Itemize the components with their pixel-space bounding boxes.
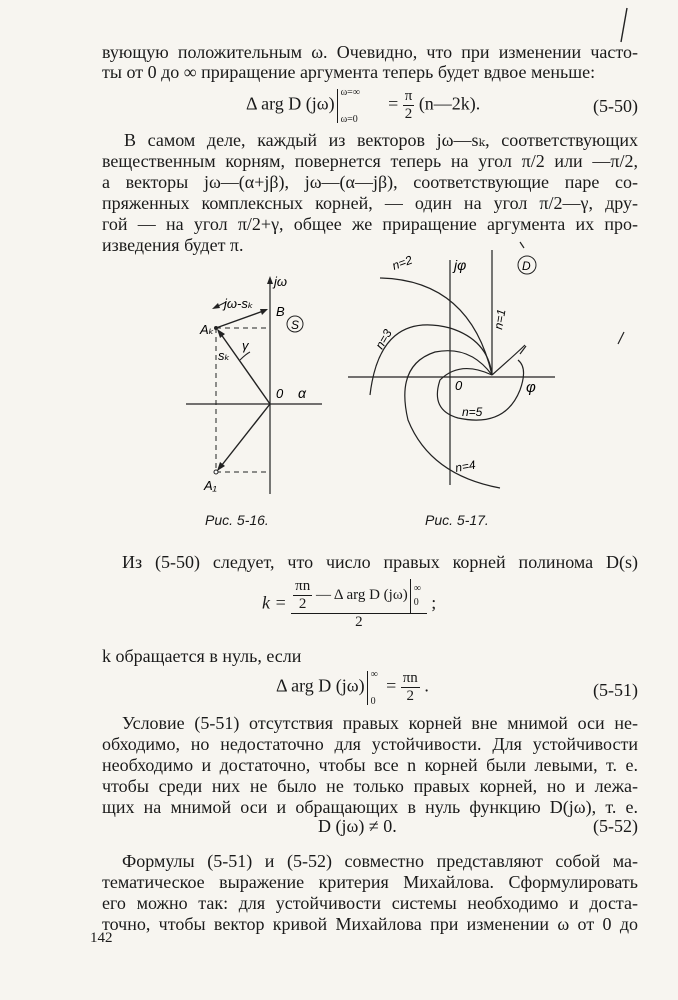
fig16-label-o: 0 (276, 386, 284, 401)
eqk-den: 2 (355, 614, 363, 630)
figure-5-16-caption: Рис. 5-16. (205, 512, 269, 528)
equation-5-50 (246, 88, 480, 123)
fig16-gamma-arc (240, 352, 250, 360)
text-line-10: k обращается в нуль, если (102, 646, 302, 666)
fig17-label-n2: n=2 (390, 252, 415, 273)
fig16-label-a1: A₁ (204, 478, 217, 493)
text-line-18: его можно так: для устойчивости системы необходимо и доста- (102, 893, 638, 913)
eq50-upper-limit: ω=∞ (340, 86, 360, 98)
eq52-number: (5-52) (593, 816, 638, 836)
fig16-label-b: B (276, 304, 285, 319)
eq51-num: πn (402, 670, 418, 686)
eq50-tail: (n—2k). (418, 93, 481, 114)
text-line-8: изведения будет π. (102, 235, 244, 255)
eqk-num-mid: — Δ arg D (jω) (315, 586, 408, 603)
text-line-11: Условие (5-51) отсутствия правых корней вне мнимой оси не- (122, 713, 638, 733)
eq51-lower: 0 (370, 695, 376, 707)
fig17-label-jphi: jφ (454, 257, 467, 273)
text-line-16: Формулы (5-51) и (5-52) совместно представляют собой ма- (122, 851, 638, 871)
fig16-label-gamma: γ (242, 338, 249, 353)
text-line-1: вующую положительным ω. Очевидно, что при изменении часто- (102, 42, 638, 62)
eq50-lower-limit: ω=0 (340, 113, 358, 125)
eq51-upper: ∞ (370, 668, 378, 680)
figure-5-17 (340, 240, 640, 505)
eq51-lhs: Δ arg D (jω) (276, 675, 365, 696)
text-line-12: обходимо, но недостаточно для устойчивости. Для устойчивости (102, 734, 638, 754)
fig16-label-jw: jω (274, 274, 288, 289)
eq50-lhs: Δ arg D (jω) (246, 93, 335, 114)
eq50-number: (5-50) (593, 96, 638, 116)
eq51-number: (5-51) (593, 680, 638, 700)
text-line-14: чтобы среди них не было не только правых корней, но и лежа- (102, 776, 638, 796)
eqk-lhs: k = (262, 592, 287, 613)
eq50-equals: = (388, 93, 399, 114)
fig17-label-o: 0 (455, 378, 463, 393)
eqk-inner-num: πn (295, 578, 311, 594)
text-line-15: щих на мнимой оси и обращающих в нуль функцию D(jω), т. е. (102, 797, 638, 817)
text-line-3: В самом деле, каждый из векторов jω—sₖ, соответствующих (124, 130, 638, 150)
text-line-17: тематическое выражение критерия Михайлова. Сформулировать (102, 872, 638, 892)
text-line-2: ты от 0 до ∞ приращение аргумента теперь будет вдвое меньше: (102, 62, 596, 82)
fig16-point-a1 (214, 470, 218, 474)
fig17-curve-tail (492, 345, 525, 375)
eq51-equals: = (386, 675, 397, 696)
fig16-vector-jw-sk (216, 310, 266, 328)
fig17-label-n5: n=5 (462, 405, 483, 419)
fig16-vector-a1 (218, 404, 270, 470)
text-line-5: а векторы jω—(α+jβ), jω—(α—jβ), соответствующие паре со- (102, 172, 638, 192)
eqk-tail: ; (431, 592, 437, 613)
fig16-label-ak: Aₖ (200, 322, 215, 337)
fig17-label-n1: n=1 (491, 308, 509, 331)
fig17-curve-n2 (380, 278, 492, 375)
eq51-tail: . (424, 675, 429, 696)
fig16-label-sk: sₖ (218, 348, 231, 363)
fig16-label-alpha: α (298, 385, 306, 401)
figure-5-16 (180, 272, 330, 502)
fig17-tick-3 (520, 242, 524, 248)
equation-5-51 (276, 670, 429, 705)
eq50-frac-num: π (404, 88, 413, 104)
text-line-9: Из (5-50) следует, что число правых корней полинома D(s) (122, 552, 638, 572)
fig16-jw-arrow (267, 276, 273, 284)
eqk-lower: 0 (413, 596, 419, 608)
text-line-19: точно, чтобы вектор кривой Михайлова при изменении ω от 0 до (102, 914, 638, 934)
figure-5-17-caption: Рис. 5-17. (425, 512, 489, 528)
fig17-label-n4: n=4 (454, 457, 477, 475)
fig17-label-d: D (522, 259, 531, 273)
fig16-point-ak (214, 326, 218, 330)
text-line-6: пряженных комплексных корней, — один на угол π/2—γ, дру- (102, 193, 638, 213)
fig16-label-vec: jω-sₖ (224, 296, 254, 311)
margin-mark (615, 6, 635, 46)
eqk-upper: ∞ (413, 582, 421, 594)
fig17-label-n3: n=3 (372, 326, 395, 352)
text-line-4: вещественным корням, повернется теперь на угол π/2 или —π/2, (102, 151, 638, 171)
eq51-den: 2 (406, 688, 415, 704)
equation-k (262, 578, 436, 631)
eq50-frac-den: 2 (404, 106, 413, 122)
text-line-7: гой — на угол π/2+γ, общее же приращение аргумента их про- (102, 214, 638, 234)
equation-5-52: D (jω) ≠ 0. (318, 816, 397, 836)
eqk-inner-den: 2 (298, 596, 307, 612)
fig17-label-phi: φ (526, 379, 536, 396)
fig16-label-s: S (291, 318, 300, 332)
text-line-13: необходимо и достаточно, чтобы все n корней были левыми, т. е. (102, 755, 638, 775)
page-number: 142 (90, 930, 113, 946)
fig17-tick-2 (618, 332, 624, 344)
